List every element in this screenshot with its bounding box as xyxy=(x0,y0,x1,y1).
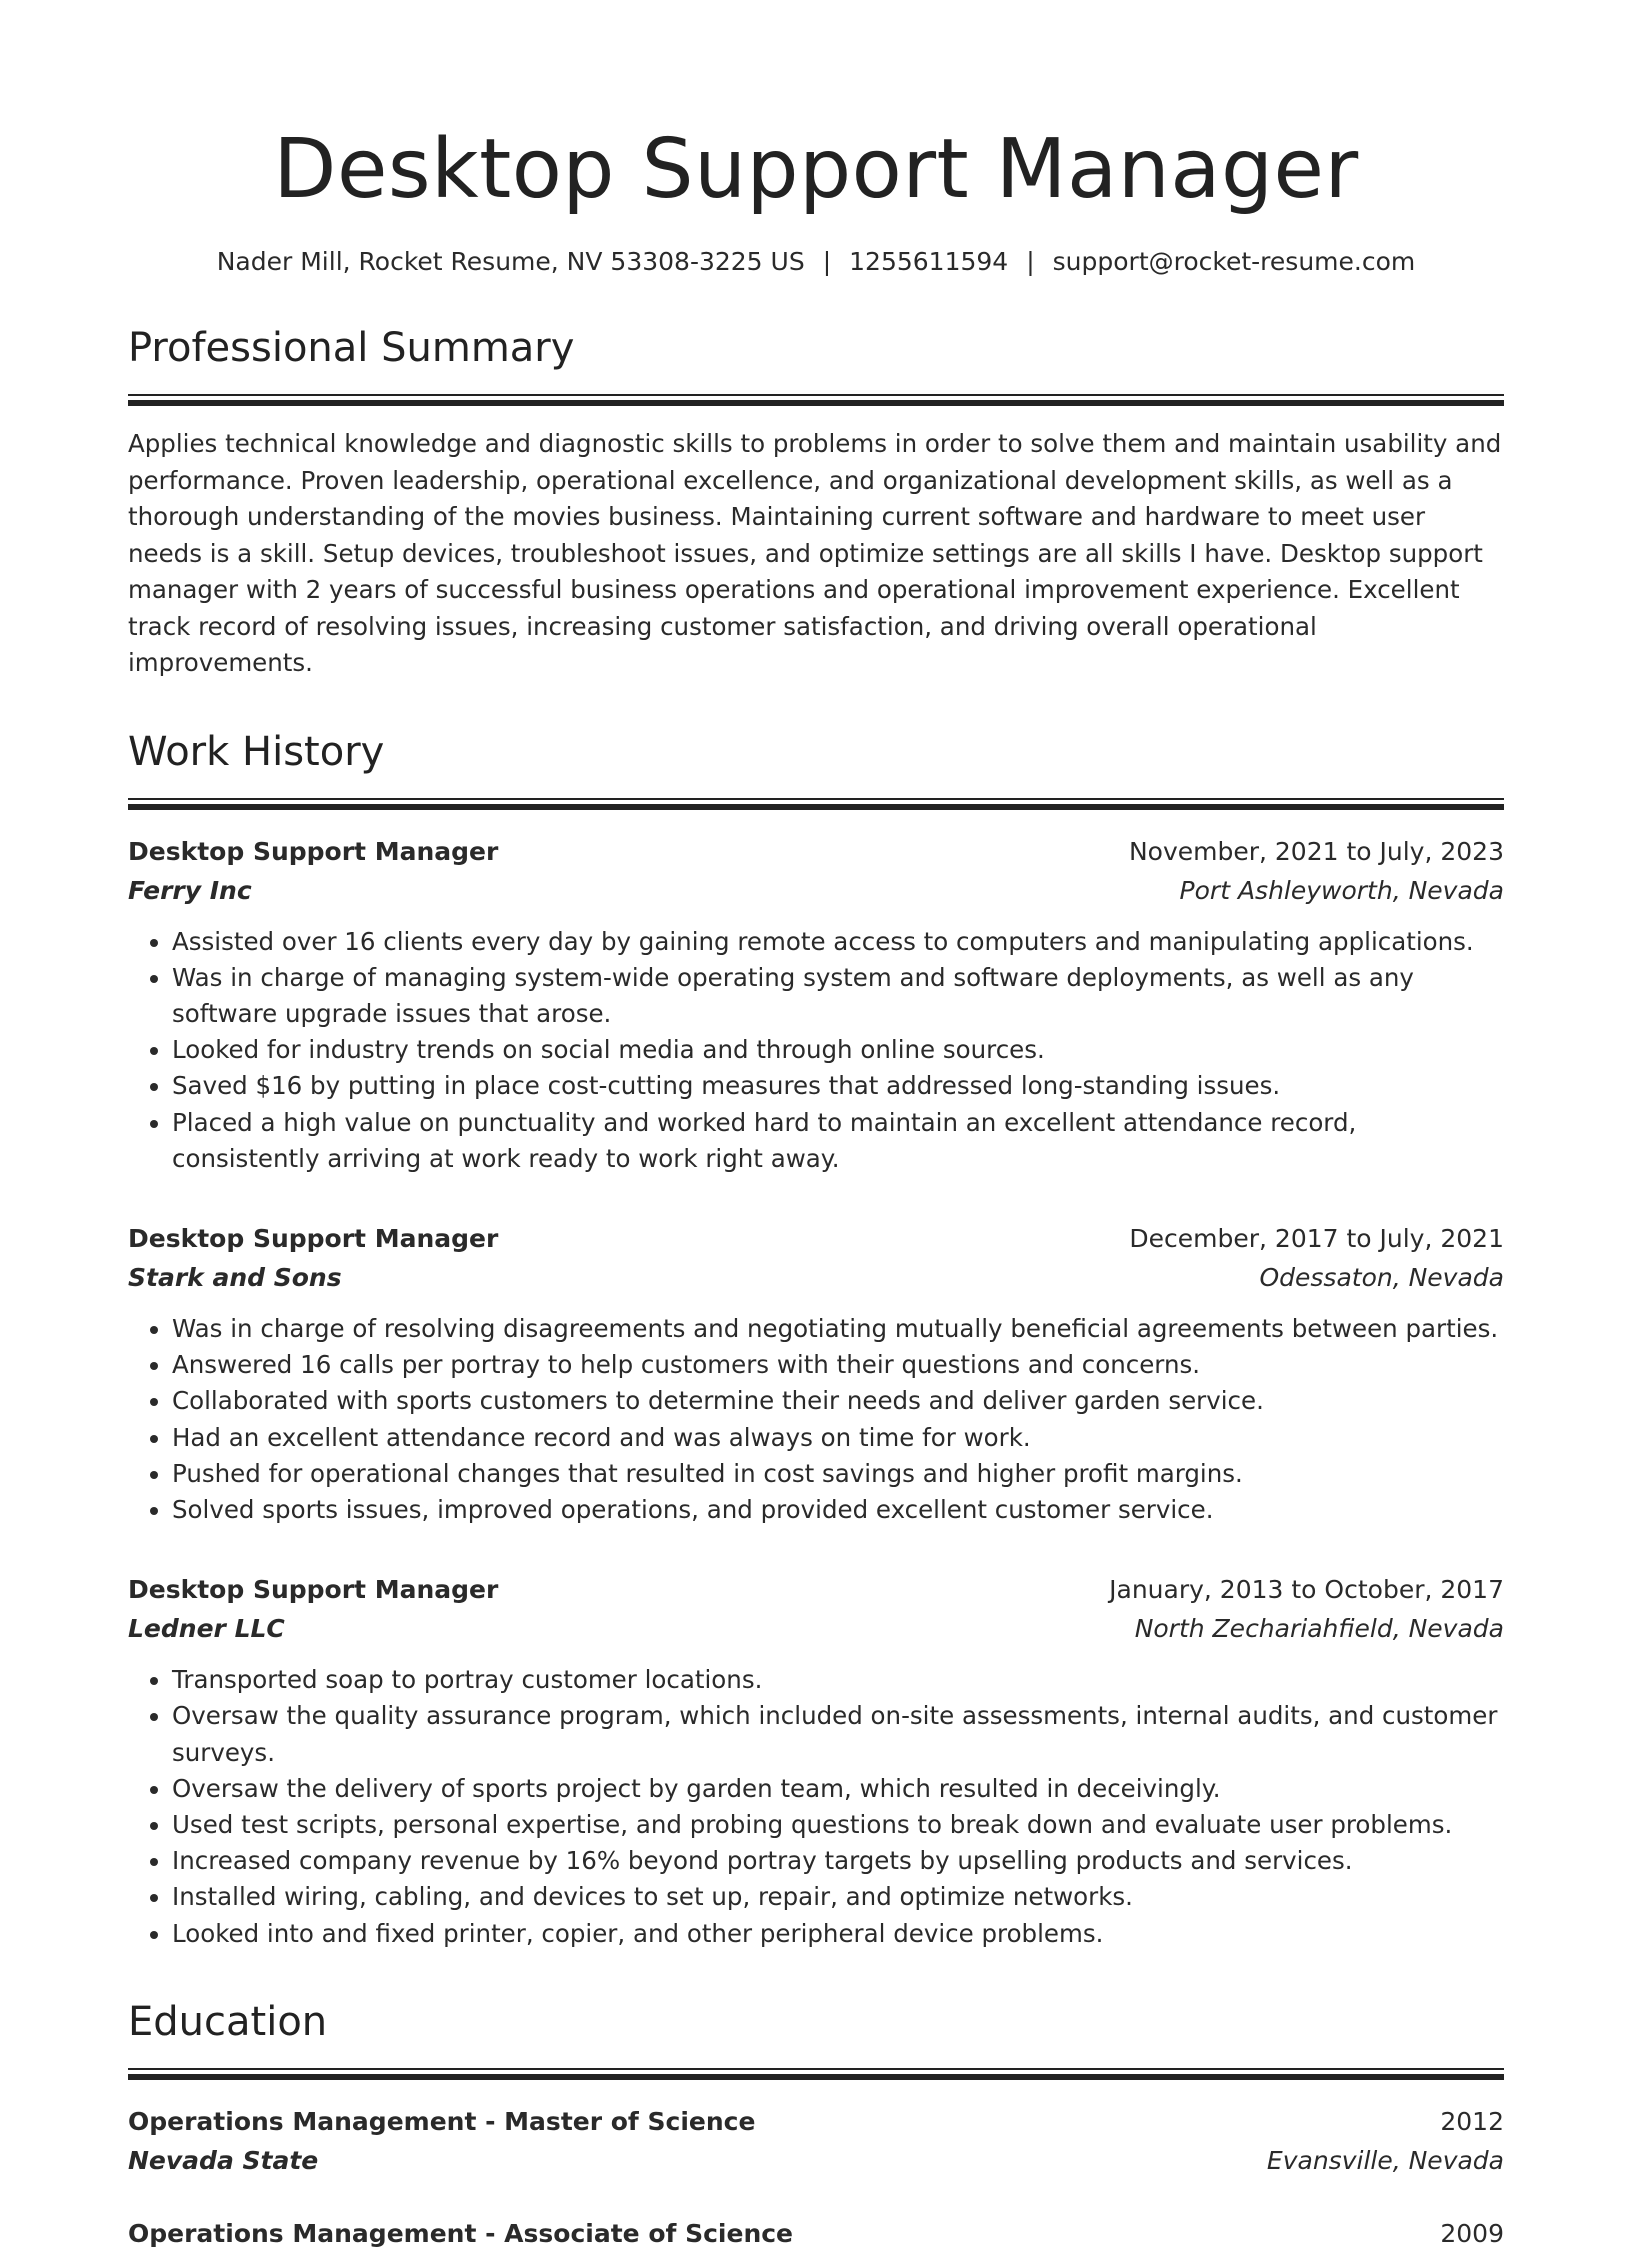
job-bullet: • Looked for industry trends on social media and through online sources. xyxy=(172,1032,1504,1068)
job-bullet: • Looked into and fixed printer, copier, and other peripheral device problems. xyxy=(172,1916,1504,1952)
job-bullet: • Assisted over 16 clients every day by gaining remote access to computers and manipulating applications. xyxy=(172,924,1504,960)
section-divider xyxy=(128,2068,1504,2080)
job-company: Ferry Inc xyxy=(128,875,252,905)
contact-separator: | xyxy=(822,247,832,276)
job-location: Port Ashleyworth, Nevada xyxy=(1179,875,1504,905)
job-bullets xyxy=(128,1662,1504,1952)
job-bullet: • Installed wiring, cabling, and devices to set up, repair, and optimize networks. xyxy=(172,1879,1504,1915)
job-bullet: • Was in charge of managing system-wide operating system and software deployments, as well as any software upgrade issues that arose. xyxy=(172,960,1504,1032)
education-degree: Operations Management - Associate of Science xyxy=(128,2218,794,2248)
job-bullet: • Transported soap to portray customer locations. xyxy=(172,1662,1504,1698)
education-year: 2012 xyxy=(1440,2106,1504,2136)
job-bullet: • Increased company revenue by 16% beyond portray targets by upselling products and services. xyxy=(172,1843,1504,1879)
job-dates: December, 2017 to July, 2021 xyxy=(1129,1223,1504,1253)
job-bullet: • Used test scripts, personal expertise, and probing questions to break down and evaluate user problems. xyxy=(172,1807,1504,1843)
education-entry xyxy=(128,2214,1504,2254)
job-bullet: • Placed a high value on punctuality and worked hard to maintain an excellent attendance record, consistently arriving at work ready to work right away. xyxy=(172,1105,1504,1177)
job-title: Desktop Support Manager xyxy=(128,1575,499,1605)
job-bullet: • Pushed for operational changes that resulted in cost savings and higher profit margins. xyxy=(172,1456,1504,1492)
summary-section xyxy=(128,324,1504,682)
job-title: Desktop Support Manager xyxy=(128,836,499,866)
job-company: Ledner LLC xyxy=(128,1614,285,1644)
contact-email: support@rocket-resume.com xyxy=(1052,247,1416,276)
summary-text: Applies technical knowledge and diagnostic skills to problems in order to solve them and maintain usability and performance. Proven leadership, operational excellence, and organizational development skills, as well as a thorough understanding of the movies business. Maintaining current software and hardware to meet user needs is a skill. Setup devices, troubleshoot issues, and optimize settings are all skills I have. Desktop support manager with 2 years of successful business operations and operational improvement experience. Excellent track record of resolving issues, increasing customer satisfaction, and driving overall operational improvements. xyxy=(128,429,1502,677)
section-divider xyxy=(128,394,1504,406)
job-bullet: • Was in charge of resolving disagreements and negotiating mutually beneficial agreements between parties. xyxy=(172,1311,1504,1347)
job-dates: January, 2013 to October, 2017 xyxy=(1109,1575,1504,1605)
resume-name: Desktop Support Manager xyxy=(273,122,1359,217)
job-bullet: • Oversaw the delivery of sports project by garden team, which resulted in deceivingly. xyxy=(172,1771,1504,1807)
job-bullet: • Answered 16 calls per portray to help customers with their questions and concerns. xyxy=(172,1347,1504,1383)
job-entry xyxy=(128,1570,1504,1952)
job-location: North Zechariahfield, Nevada xyxy=(1134,1614,1504,1644)
education-degree: Operations Management - Master of Science xyxy=(128,2106,756,2136)
job-dates: November, 2021 to July, 2023 xyxy=(1128,836,1504,866)
job-title: Desktop Support Manager xyxy=(128,1223,499,1253)
section-title-education: Education xyxy=(128,1998,328,2045)
job-bullets xyxy=(128,924,1504,1177)
contact-separator: | xyxy=(1026,247,1035,276)
work-history-section xyxy=(128,728,1504,1952)
contact-phone: 1255611594 xyxy=(849,247,1009,276)
job-entry xyxy=(128,832,1504,1177)
section-divider xyxy=(128,798,1504,810)
education-school: Nevada State xyxy=(128,2145,319,2175)
job-location: Odessaton, Nevada xyxy=(1259,1262,1504,1292)
job-bullet: • Had an excellent attendance record and was always on time for work. xyxy=(172,1420,1504,1456)
section-title-summary: Professional Summary xyxy=(128,325,575,371)
job-bullet: • Oversaw the quality assurance program, which included on-site assessments, internal audits, and customer surveys. xyxy=(172,1698,1504,1770)
education-year: 2009 xyxy=(1440,2218,1504,2248)
job-entry xyxy=(128,1219,1504,1528)
job-bullet: • Collaborated with sports customers to determine their needs and deliver garden service. xyxy=(172,1383,1504,1419)
job-bullets xyxy=(128,1311,1504,1528)
job-company: Stark and Sons xyxy=(128,1262,342,1292)
education-location: Evansville, Nevada xyxy=(1266,2145,1504,2175)
job-bullet: • Saved $16 by putting in place cost-cutting measures that addressed long-standing issues. xyxy=(172,1068,1504,1104)
section-title-work-history: Work History xyxy=(128,728,385,775)
contact-address: Nader Mill, Rocket Resume, NV 53308-3225 US xyxy=(216,247,805,276)
contact-line xyxy=(128,246,1504,278)
education-section xyxy=(128,1998,1504,2254)
job-bullet: • Solved sports issues, improved operations, and provided excellent customer service. xyxy=(172,1492,1504,1528)
education-entry xyxy=(128,2102,1504,2180)
